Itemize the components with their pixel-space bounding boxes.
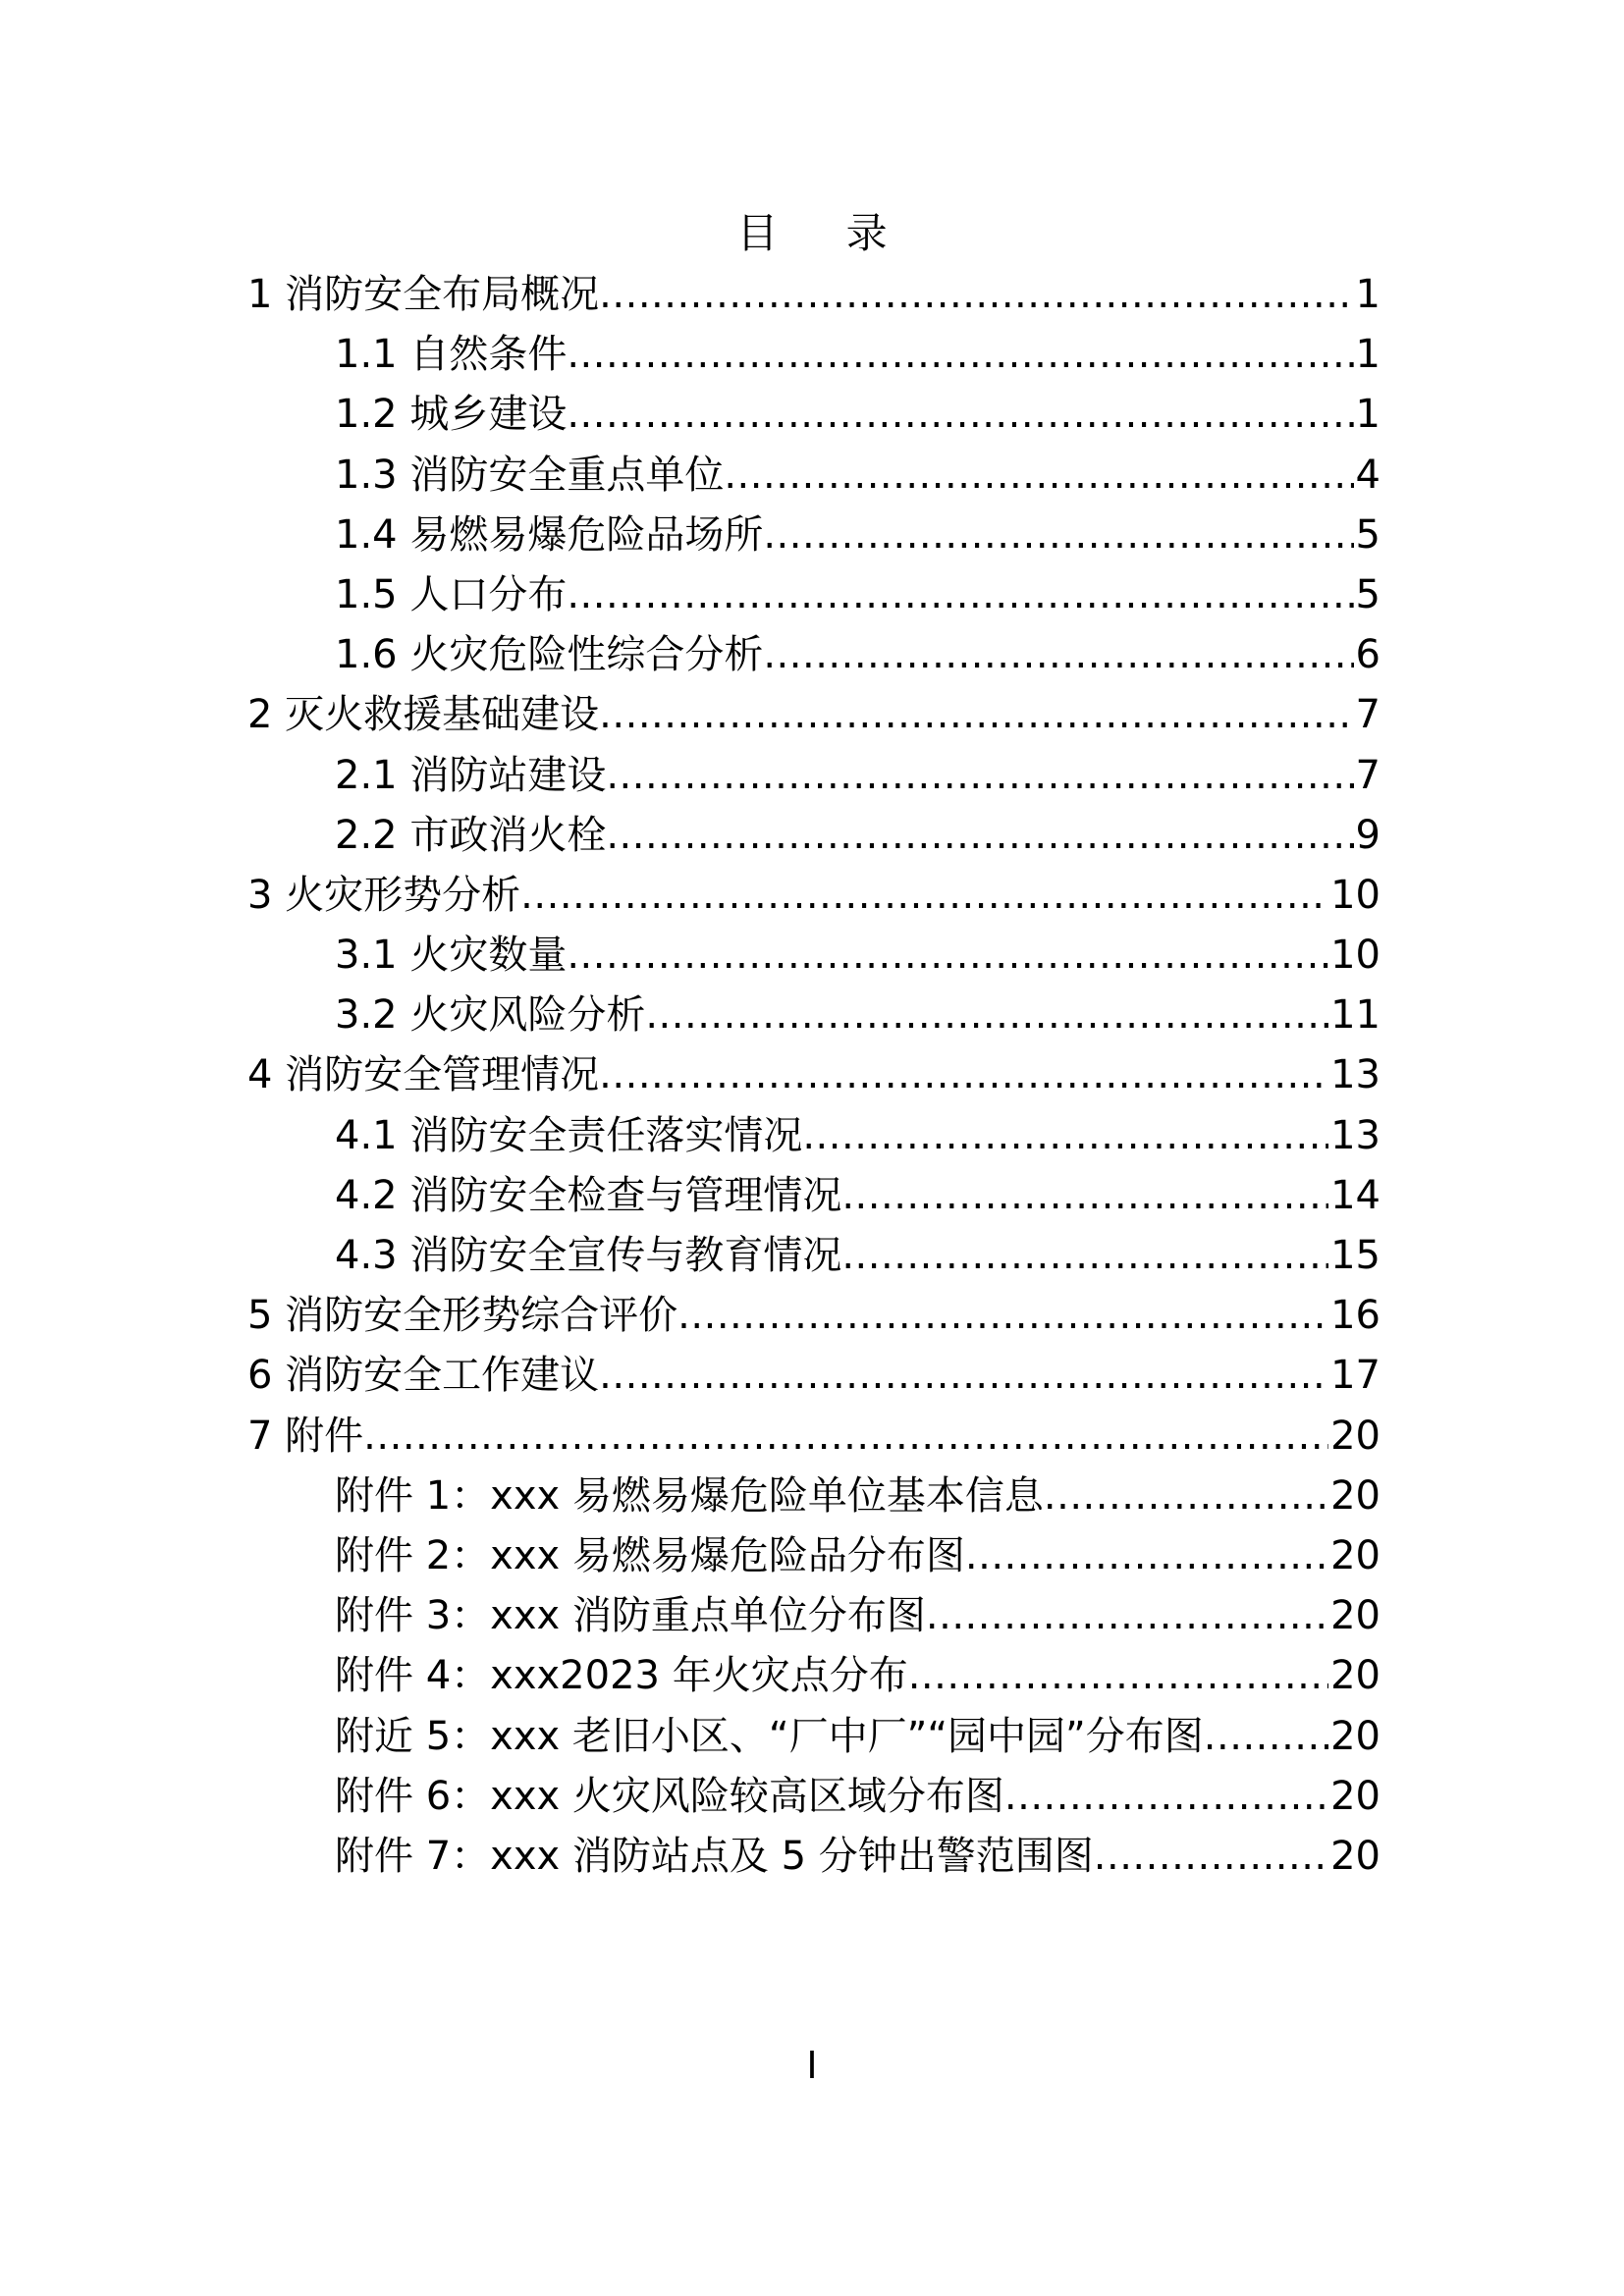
toc-entry-page: 20	[1330, 1532, 1380, 1578]
toc-entry-page: 20	[1330, 1713, 1380, 1759]
toc-entry-label: 2.2 市政消火栓	[335, 812, 607, 858]
toc-dot-leader	[606, 746, 1353, 806]
toc-entry[interactable]	[247, 625, 1380, 685]
toc-entry-label: 1.4 易燃易爆危险品场所	[335, 511, 764, 558]
toc-entry-label: 3 火灾形势分析	[247, 872, 521, 918]
toc-entry-page: 6	[1355, 632, 1380, 678]
toc-entry-page: 15	[1330, 1233, 1380, 1278]
toc-dot-leader	[599, 265, 1353, 325]
toc-title: 目 录	[736, 209, 915, 257]
toc-entry-page: 4	[1355, 452, 1380, 498]
toc-entry-page: 1	[1355, 332, 1380, 378]
toc-entry[interactable]	[247, 806, 1380, 866]
toc-entry-page: 5	[1355, 511, 1380, 558]
toc-entry-label: 附件 1：xxx 易燃易爆危险单位基本信息	[335, 1472, 1044, 1519]
toc-dot-leader	[599, 1045, 1328, 1105]
toc-entry-page: 10	[1330, 933, 1380, 979]
toc-entry[interactable]	[247, 1226, 1380, 1286]
toc-entry-label: 1.6 火灾危险性综合分析	[335, 632, 764, 678]
toc-dot-leader	[599, 1346, 1328, 1406]
toc-dot-leader	[1044, 1467, 1328, 1526]
toc-dot-leader	[606, 806, 1353, 866]
toc-entry[interactable]	[247, 565, 1380, 625]
toc-entry[interactable]	[247, 1646, 1380, 1706]
toc-entry-label: 4.1 消防安全责任落实情况	[335, 1112, 803, 1158]
toc-entry-page: 9	[1355, 812, 1380, 858]
toc-entry-label: 2 灭火救援基础建设	[247, 692, 600, 738]
toc-entry-page: 20	[1330, 1472, 1380, 1519]
toc-entry-page: 13	[1330, 1052, 1380, 1098]
toc-entry-label: 1.2 城乡建设	[335, 392, 568, 438]
toc-entry[interactable]	[247, 385, 1380, 445]
toc-entry-page: 1	[1355, 392, 1380, 438]
toc-entry[interactable]	[247, 1526, 1380, 1586]
toc-entry-page: 1	[1355, 272, 1380, 317]
toc-entry[interactable]	[247, 1767, 1380, 1827]
toc-dot-leader	[1204, 1707, 1328, 1767]
toc-entry-label: 附件 3：xxx 消防重点单位分布图	[335, 1593, 926, 1639]
toc-entry[interactable]	[247, 325, 1380, 385]
toc-entry-label: 6 消防安全工作建议	[247, 1353, 600, 1399]
toc-entry-label: 附件 6：xxx 火灾风险较高区域分布图	[335, 1773, 1004, 1819]
toc-entry[interactable]	[247, 1586, 1380, 1646]
toc-dot-leader	[645, 986, 1328, 1045]
toc-dot-leader	[763, 625, 1353, 685]
toc-entry-label: 3.1 火灾数量	[335, 933, 568, 979]
toc-entry[interactable]	[247, 1707, 1380, 1767]
toc-entry[interactable]	[247, 1827, 1380, 1887]
toc-entry-label: 1 消防安全布局概况	[247, 272, 600, 317]
toc-entry-label: 3.2 火灾风险分析	[335, 992, 646, 1039]
toc-entry-page: 17	[1330, 1353, 1380, 1399]
toc-entry[interactable]	[247, 446, 1380, 506]
toc-entry-label: 4.2 消防安全检查与管理情况	[335, 1172, 842, 1218]
toc-dot-leader	[763, 506, 1353, 565]
toc-entry-label: 2.1 消防站建设	[335, 752, 607, 798]
toc-entry[interactable]	[247, 685, 1380, 745]
toc-entry-label: 附件 2：xxx 易燃易爆危险品分布图	[335, 1532, 965, 1578]
toc-entry-page: 7	[1355, 752, 1380, 798]
toc-dot-leader	[567, 926, 1328, 986]
toc-dot-leader	[841, 1226, 1328, 1286]
toc-entry[interactable]	[247, 265, 1380, 325]
toc-entry[interactable]	[247, 746, 1380, 806]
toc-entry-page: 20	[1330, 1773, 1380, 1819]
toc-dot-leader	[677, 1286, 1328, 1346]
toc-dot-leader	[802, 1106, 1328, 1166]
toc-entry[interactable]	[247, 1045, 1380, 1105]
toc-entry-page: 13	[1330, 1112, 1380, 1158]
toc-entry-page: 11	[1330, 992, 1380, 1039]
toc-entry-page: 10	[1330, 872, 1380, 918]
toc-entry-label: 1.3 消防安全重点单位	[335, 452, 725, 498]
toc-list	[247, 265, 1380, 1887]
toc-entry-label: 附件 4：xxx2023 年火灾点分布	[335, 1653, 908, 1699]
toc-entry-label: 附近 5：xxx 老旧小区、“厂中厂”“园中园”分布图	[335, 1713, 1204, 1759]
toc-entry[interactable]	[247, 866, 1380, 926]
toc-entry[interactable]	[247, 1286, 1380, 1346]
toc-entry[interactable]	[247, 1346, 1380, 1406]
toc-entry-label: 5 消防安全形势综合评价	[247, 1293, 678, 1339]
toc-entry-page: 14	[1330, 1172, 1380, 1218]
toc-entry[interactable]	[247, 506, 1380, 565]
toc-entry-label: 1.5 人口分布	[335, 571, 568, 617]
toc-dot-leader	[1004, 1767, 1328, 1827]
toc-entry-label: 4 消防安全管理情况	[247, 1052, 600, 1098]
toc-entry-page: 20	[1330, 1653, 1380, 1699]
toc-entry-page: 7	[1355, 692, 1380, 738]
toc-dot-leader	[520, 866, 1328, 926]
toc-entry[interactable]	[247, 1407, 1380, 1467]
toc-dot-leader	[926, 1586, 1328, 1646]
toc-dot-leader	[567, 385, 1353, 445]
toc-entry-page: 20	[1330, 1593, 1380, 1639]
toc-entry-page: 20	[1330, 1833, 1380, 1879]
toc-entry-page: 16	[1330, 1293, 1380, 1339]
toc-dot-leader	[363, 1407, 1328, 1467]
toc-entry[interactable]	[247, 986, 1380, 1045]
toc-entry[interactable]	[247, 1467, 1380, 1526]
toc-dot-leader	[841, 1166, 1328, 1226]
toc-dot-leader	[724, 446, 1353, 506]
toc-dot-leader	[599, 685, 1353, 745]
toc-entry-page: 20	[1330, 1413, 1380, 1459]
toc-dot-leader	[965, 1526, 1328, 1586]
toc-entry-label: 7 附件	[247, 1413, 364, 1459]
toc-dot-leader	[908, 1646, 1328, 1706]
toc-entry-label: 1.1 自然条件	[335, 332, 568, 378]
toc-entry[interactable]	[247, 1166, 1380, 1226]
toc-entry[interactable]	[247, 926, 1380, 986]
toc-entry-label: 4.3 消防安全宣传与教育情况	[335, 1233, 842, 1278]
toc-dot-leader	[1094, 1827, 1328, 1887]
toc-entry[interactable]	[247, 1106, 1380, 1166]
toc-entry-label: 附件 7：xxx 消防站点及 5 分钟出警范围图	[335, 1833, 1094, 1879]
page-number: I	[806, 2044, 818, 2087]
toc-dot-leader	[567, 565, 1353, 625]
toc-entry-page: 5	[1355, 571, 1380, 617]
toc-dot-leader	[567, 325, 1353, 385]
